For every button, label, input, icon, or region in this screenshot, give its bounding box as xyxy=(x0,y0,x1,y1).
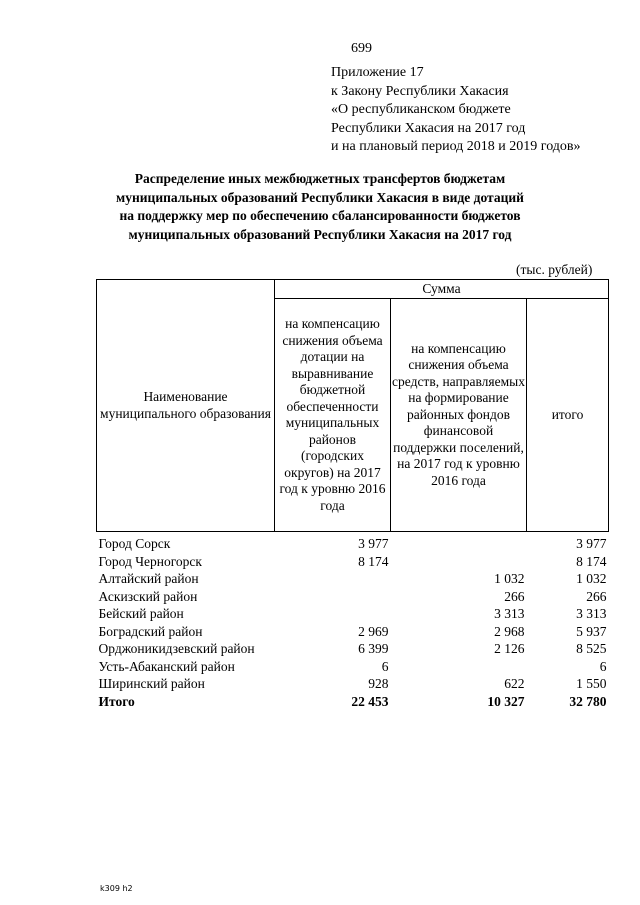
row-col2: 3 313 xyxy=(494,606,525,621)
row-col1: 6 399 xyxy=(358,641,389,656)
header-sum: Сумма xyxy=(275,280,609,299)
header-col3: итого xyxy=(527,299,609,532)
row-col3: 266 xyxy=(586,588,607,604)
title-line: Распределение иных межбюджетных трансфертов бюджетам xyxy=(134,171,506,186)
row-col1 xyxy=(275,588,391,606)
row-col2 xyxy=(391,553,527,571)
row-col1: 6 xyxy=(381,658,389,674)
row-name: Аскизский район xyxy=(98,588,198,604)
row-name: Усть-Абаканский район xyxy=(98,658,235,674)
row-col2: 1 032 xyxy=(494,571,525,586)
table-row xyxy=(97,658,609,676)
row-name: Орджоникидзевский район xyxy=(98,641,255,656)
table-row xyxy=(97,553,609,571)
table-row xyxy=(97,640,609,658)
row-col3: 5 937 xyxy=(576,623,607,639)
row-col1: 8 174 xyxy=(358,553,389,569)
table-row xyxy=(97,570,609,588)
row-col1: 2 969 xyxy=(358,623,389,639)
total-name: Итого xyxy=(98,693,135,709)
row-col3: 6 xyxy=(599,658,607,674)
total-row xyxy=(97,693,609,711)
table-row xyxy=(97,588,609,606)
page-number: 699 xyxy=(351,41,372,56)
row-name: Город Сорск xyxy=(98,536,171,551)
header-col2: на компенсацию снижения объема средств, направляемых на формирование районных фондов финансовой поддержки поселений, на 2017 год к уровню 2016 года xyxy=(391,299,527,532)
appendix-reference xyxy=(331,64,581,157)
row-col3: 1 550 xyxy=(576,676,607,691)
document-title xyxy=(40,170,600,244)
title-line: на поддержку мер по обеспечению сбалансированности бюджетов xyxy=(119,208,521,223)
total-col3: 32 780 xyxy=(569,693,607,709)
row-col3: 3 977 xyxy=(576,536,607,551)
table-row xyxy=(97,623,609,641)
row-col2: 266 xyxy=(504,588,525,604)
appendix-line: к Закону Республики Хакасия xyxy=(331,83,509,99)
header-col1: на компенсацию снижения объема дотации на выравнивание бюджетной обеспеченности муниципальных районов (городских округов) на 2017 год к уровню 2016 года xyxy=(275,299,391,532)
header-name: Наименование муниципального образования xyxy=(97,280,275,532)
appendix-line: Приложение 17 xyxy=(331,65,424,80)
table-row xyxy=(97,605,609,623)
appendix-line: Республики Хакасия на 2017 год xyxy=(331,120,526,136)
row-col1 xyxy=(275,605,391,623)
appendix-line: «О республиканском бюджете xyxy=(331,102,511,117)
row-col2: 622 xyxy=(504,676,525,691)
row-col1: 3 977 xyxy=(358,536,389,551)
row-col1: 928 xyxy=(368,676,389,691)
distribution-table xyxy=(96,279,609,710)
row-name: Город Черногорск xyxy=(98,553,202,569)
row-col2 xyxy=(391,658,527,676)
title-line: муниципальных образований Республики Хакасия в виде дотаций xyxy=(116,189,524,205)
row-col2 xyxy=(391,532,527,553)
row-col3: 8 174 xyxy=(576,553,607,569)
table-row xyxy=(97,532,609,553)
row-name: Боградский район xyxy=(98,623,203,639)
table-row xyxy=(97,675,609,693)
row-name: Ширинский район xyxy=(98,676,205,691)
row-col2: 2 126 xyxy=(494,641,525,656)
units-label: (тыс. рублей) xyxy=(516,262,593,277)
row-col3: 1 032 xyxy=(576,571,607,586)
total-col1: 22 453 xyxy=(351,693,389,709)
row-col3: 8 525 xyxy=(576,641,607,656)
row-name: Бейский район xyxy=(98,606,184,621)
total-col2: 10 327 xyxy=(487,693,525,709)
footer-code: k309 h2 xyxy=(100,884,133,893)
row-name: Алтайский район xyxy=(98,571,199,586)
row-col3: 3 313 xyxy=(576,606,607,621)
title-line: муниципальных образований Республики Хакасия на 2017 год xyxy=(128,226,512,242)
row-col1 xyxy=(275,570,391,588)
appendix-line: и на плановый период 2018 и 2019 годов» xyxy=(331,139,581,154)
row-col2: 2 968 xyxy=(494,623,525,639)
